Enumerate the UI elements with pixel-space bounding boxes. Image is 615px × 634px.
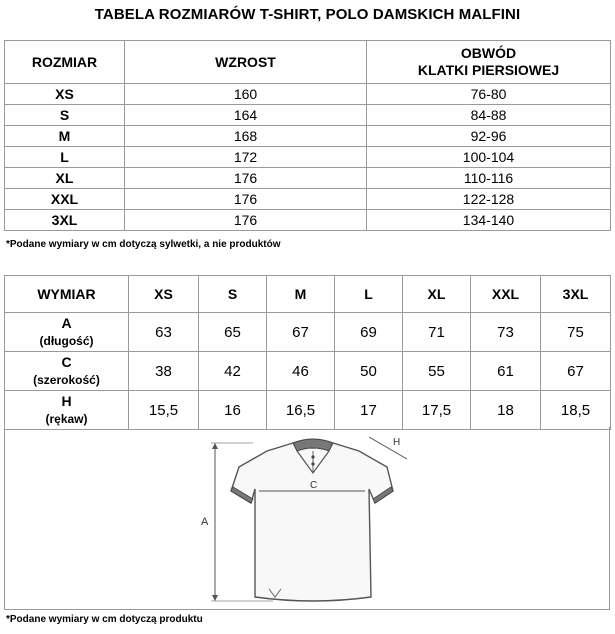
table-row — [5, 84, 611, 105]
height-cell: 176 — [125, 210, 367, 231]
size-table — [4, 40, 611, 231]
header-height: WZROST — [125, 41, 367, 84]
product-measurement-note: *Podane wymiary w cm dotyczą produktu — [6, 614, 203, 625]
page-title: TABELA ROZMIARÓW T-SHIRT, POLO DAMSKICH MALFINI — [94, 6, 521, 23]
value-cell: 63 — [129, 313, 199, 352]
value-cell: 18,5 — [541, 391, 611, 430]
header-xs: XS — [129, 276, 199, 313]
height-cell: 160 — [125, 84, 367, 105]
value-cell: 18 — [471, 391, 541, 430]
dimension-letter: H — [61, 392, 72, 409]
table-row — [5, 210, 611, 231]
table-row — [5, 105, 611, 126]
dimension-description: (szerokość) — [33, 372, 100, 387]
dimension-h-line — [369, 437, 407, 459]
chest-cell: 76-80 — [367, 84, 611, 105]
value-cell: 38 — [129, 352, 199, 391]
polo-diagram — [4, 427, 610, 610]
size-cell: L — [5, 147, 125, 168]
table-row — [5, 352, 611, 391]
chest-cell: 100-104 — [367, 147, 611, 168]
height-cell: 168 — [125, 126, 367, 147]
table-row — [5, 168, 611, 189]
value-cell: 46 — [267, 352, 335, 391]
dimension-table — [4, 275, 611, 430]
chest-cell: 122-128 — [367, 189, 611, 210]
size-table-header — [5, 41, 611, 84]
dimension-description: (długość) — [39, 333, 94, 348]
polo-shirt-illustration — [193, 429, 433, 609]
header-size: ROZMIAR — [5, 41, 125, 84]
header-m: M — [267, 276, 335, 313]
dimension-label — [5, 313, 129, 352]
value-cell: 15,5 — [129, 391, 199, 430]
size-cell: 3XL — [5, 210, 125, 231]
size-cell: XL — [5, 168, 125, 189]
header-xl: XL — [403, 276, 471, 313]
arrow-down-icon — [212, 595, 218, 601]
header-s: S — [199, 276, 267, 313]
value-cell: 42 — [199, 352, 267, 391]
header-xxl: XXL — [471, 276, 541, 313]
size-cell: XS — [5, 84, 125, 105]
header-dimension: WYMIAR — [5, 276, 129, 313]
chest-cell: 134-140 — [367, 210, 611, 231]
table-row — [5, 126, 611, 147]
table-row — [5, 391, 611, 430]
height-cell: 164 — [125, 105, 367, 126]
value-cell: 16,5 — [267, 391, 335, 430]
table-row — [5, 147, 611, 168]
value-cell: 61 — [471, 352, 541, 391]
dimension-a-label: A — [201, 516, 209, 528]
dimension-h-label: H — [393, 437, 401, 448]
header-l: L — [335, 276, 403, 313]
value-cell: 55 — [403, 352, 471, 391]
size-cell: XXL — [5, 189, 125, 210]
table-row — [5, 313, 611, 352]
value-cell: 67 — [267, 313, 335, 352]
table-row — [5, 189, 611, 210]
value-cell: 69 — [335, 313, 403, 352]
dimension-table-header — [5, 276, 611, 313]
dimension-label — [5, 352, 129, 391]
dimension-c-label: C — [310, 480, 318, 491]
value-cell: 17 — [335, 391, 403, 430]
value-cell: 16 — [199, 391, 267, 430]
size-cell: M — [5, 126, 125, 147]
value-cell: 75 — [541, 313, 611, 352]
height-cell: 176 — [125, 168, 367, 189]
value-cell: 67 — [541, 352, 611, 391]
value-cell: 50 — [335, 352, 403, 391]
height-cell: 172 — [125, 147, 367, 168]
value-cell: 17,5 — [403, 391, 471, 430]
dimension-letter: A — [61, 314, 72, 331]
height-cell: 176 — [125, 189, 367, 210]
body-measurement-note: *Podane wymiary w cm dotyczą sylwetki, a nie produktów — [6, 239, 281, 250]
shirt-outline — [231, 443, 393, 601]
header-chest-line2: KLATKI PIERSIOWEJ — [417, 62, 560, 78]
value-cell: 65 — [199, 313, 267, 352]
header-3xl: 3XL — [541, 276, 611, 313]
dimension-label — [5, 391, 129, 430]
button-icon — [311, 455, 314, 458]
header-chest — [367, 41, 611, 84]
arrow-up-icon — [212, 443, 218, 449]
size-cell: S — [5, 105, 125, 126]
value-cell: 73 — [471, 313, 541, 352]
dimension-description: (rękaw) — [45, 411, 88, 426]
dimension-letter: C — [61, 353, 72, 370]
button-icon — [311, 462, 314, 465]
chest-cell: 110-116 — [367, 168, 611, 189]
value-cell: 71 — [403, 313, 471, 352]
header-chest-line1: OBWÓD — [460, 45, 517, 61]
chest-cell: 92-96 — [367, 126, 611, 147]
chest-cell: 84-88 — [367, 105, 611, 126]
